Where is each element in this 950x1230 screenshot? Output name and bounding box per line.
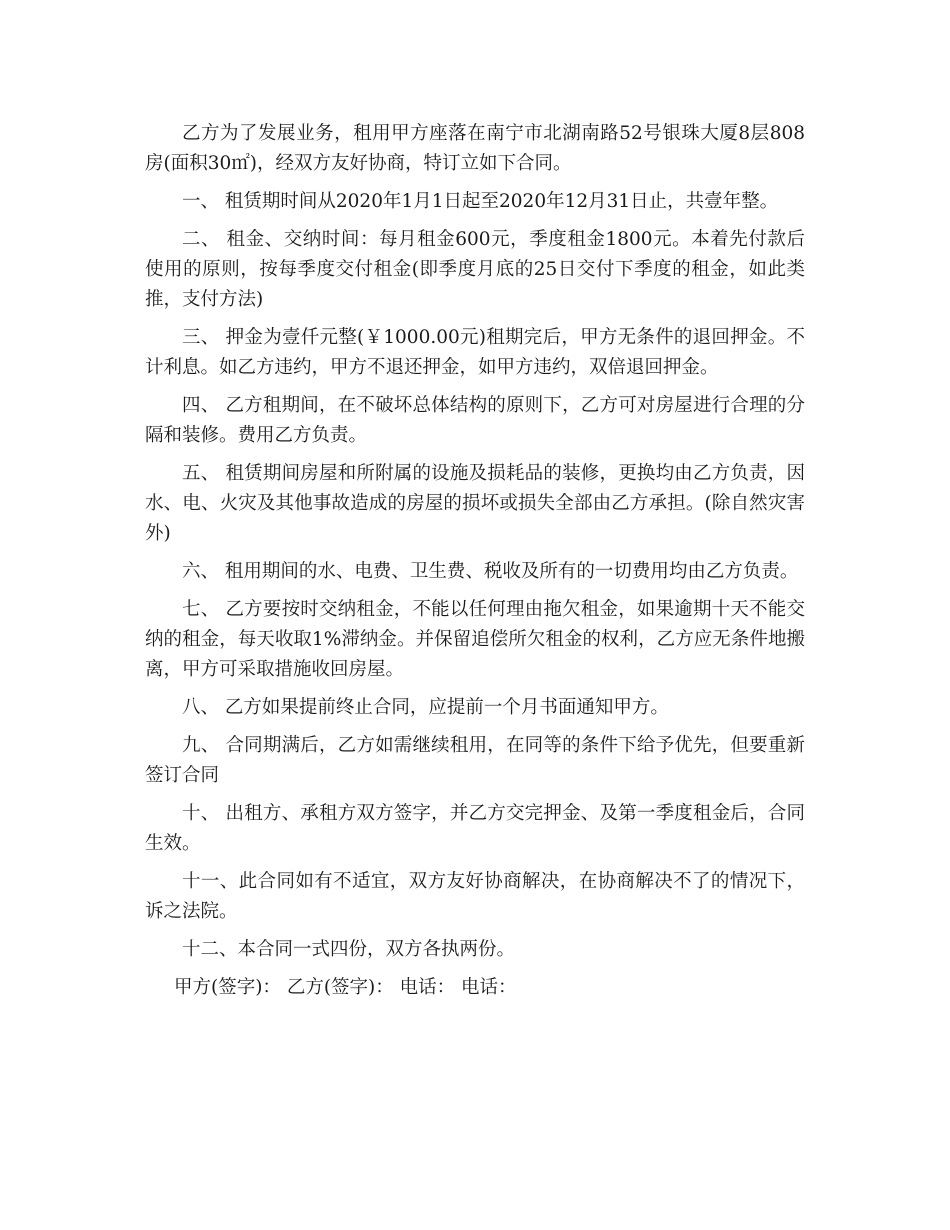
clause-3: 三、 押金为壹仟元整(￥1000.00元)租期完后，甲方无条件的退回押金。不计利息。如乙方违约，甲方不退还押金，如甲方违约，双倍退回押金。 xyxy=(145,327,805,379)
contract-body xyxy=(145,119,805,1003)
clause-9: 九、 合同期满后，乙方如需继续租用，在同等的条件下给予优先，但要重新签订合同 xyxy=(145,735,805,787)
clause-11: 十一、此合同如有不适宜，双方友好协商解决，在协商解决不了的情况下，诉之法院。 xyxy=(145,871,805,923)
clause-8: 八、 乙方如果提前终止合同，应提前一个月书面通知甲方。 xyxy=(182,697,669,719)
clause-6: 六、 租用期间的水、电费、卫生费、税收及所有的一切费用均由乙方负责。 xyxy=(182,561,799,583)
clause-10: 十、 出租方、承租方双方签字，并乙方交完押金、及第一季度租金后，合同生效。 xyxy=(145,803,805,855)
intro-paragraph: 乙方为了发展业务，租用甲方座落在南宁市北湖南路52号银珠大厦8层808房(面积30㎡)，经双方友好协商，特订立如下合同。 xyxy=(145,123,805,175)
clause-12: 十二、本合同一式四份，双方各执两份。 xyxy=(182,939,516,960)
signature-line: 甲方(签字)： 乙方(签字)： 电话： 电话： xyxy=(174,976,517,998)
clause-1: 一、 租赁期时间从2020年1月1日起至2020年12月31日止，共壹年整。 xyxy=(182,191,779,212)
clause-2: 二、 租金、交纳时间：每月租金600元，季度租金1800元。本着先付款后使用的原则，按每季度交付租金(即季度月底的25日交付下季度的租金，如此类推，支付方法) xyxy=(145,228,805,311)
clause-5: 五、 租赁期间房屋和所附属的设施及损耗品的装修，更换均由乙方负责，因水、电、火灾及其他事故造成的房屋的损坏或损失全部由乙方承担。(除自然灾害外) xyxy=(145,463,805,545)
clause-7: 七、 乙方要按时交纳租金，不能以任何理由拖欠租金，如果逾期十天不能交纳的租金，每天收取1%滞纳金。并保留追偿所欠租金的权利，乙方应无条件地搬离，甲方可采取措施收回房屋。 xyxy=(145,599,805,681)
clause-4: 四、 乙方租期间，在不破坏总体结构的原则下，乙方可对房屋进行合理的分隔和装修。费用乙方负责。 xyxy=(145,395,805,447)
